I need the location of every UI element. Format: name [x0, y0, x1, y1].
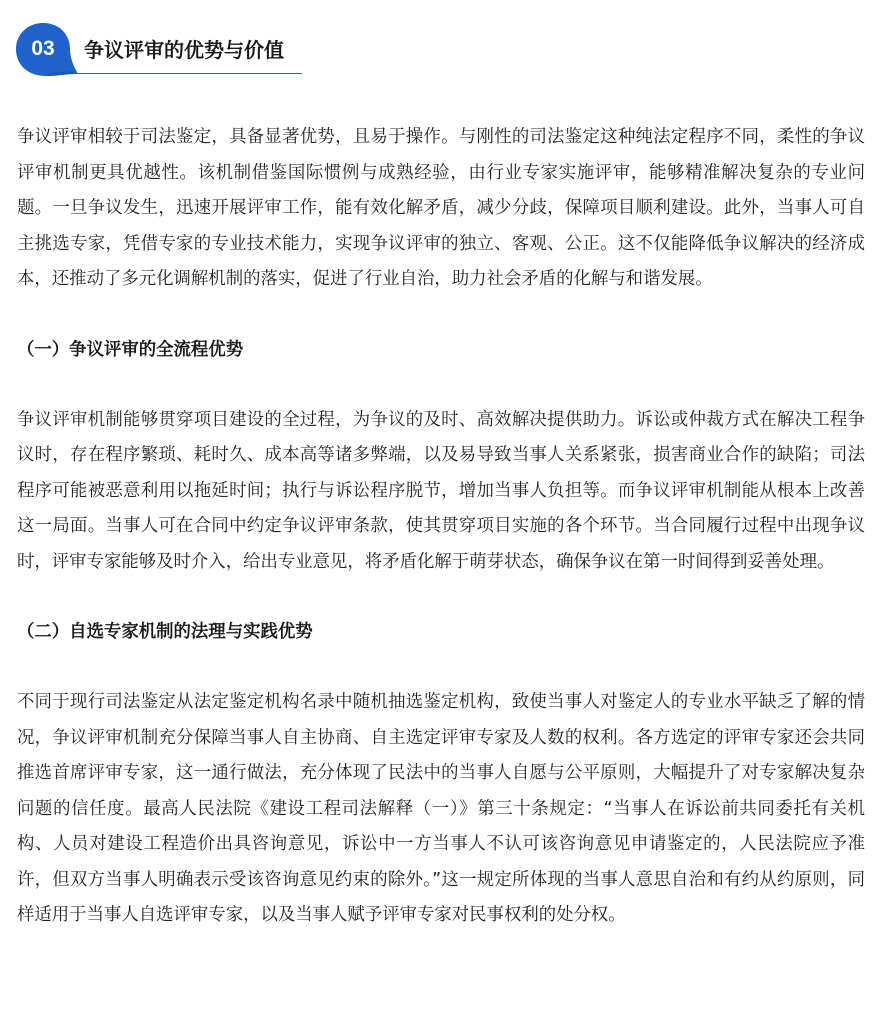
subsection-heading-2: （二）自选专家机制的法理与实践优势 [17, 622, 313, 642]
title-underline [72, 73, 302, 74]
article-body [17, 120, 865, 934]
section-number-badge [16, 22, 78, 76]
subsection-2-paragraph: 不同于现行司法鉴定从法定鉴定机构名录中随机抽选鉴定机构，致使当事人对鉴定人的专业水平缺乏了解的情况，争议评审机制充分保障当事人自主协商、自主选定评审专家及人数的权利。各方选定的评审专家还会共同推选首席评审专家，这一通行做法，充分体现了民法中的当事人自愿与公平原则，大幅提升了对专家解决复杂问题的信任度。最高人民法院《建设工程司法解释（一）》第三十条规定：“当事人在诉讼前共同委托有关机构、人员对建设工程造价出具咨询意见，诉讼中一方当事人不认可该咨询意见申请鉴定的，人民法院应予准许，但双方当事人明确表示受该咨询意见约束的除外。”这一规定所体现的当事人意思自治和有约从约原则，同样适用于当事人自选评审专家，以及当事人赋予评审专家对民事权利的处分权。 [17, 692, 865, 925]
subsection-heading-1: （一）争议评审的全流程优势 [17, 339, 244, 360]
section-number: 03 [31, 37, 55, 60]
section-header [16, 22, 316, 78]
subsection-1-paragraph: 争议评审机制能够贯穿项目建设的全过程，为争议的及时、高效解决提供助力。诉讼或仲裁方式在解决工程争议时，存在程序繁琐、耗时久、成本高等诸多弊端，以及易导致当事人关系紧张，损害商业合作的缺陷；司法程序可能被恶意利用以拖延时间；执行与诉讼程序脱节，增加当事人负担等。而争议评审机制能从根本上改善这一局面。当事人可在合同中约定争议评审条款，使其贯穿项目实施的各个环节。当合同履行过程中出现争议时，评审专家能够及时介入，给出专业意见，将矛盾化解于萌芽状态，确保争议在第一时间得到妥善处理。 [17, 409, 865, 572]
section-title: 争议评审的优势与价值 [84, 38, 284, 62]
intro-paragraph: 争议评审相较于司法鉴定，具备显著优势，且易于操作。与刚性的司法鉴定这种纯法定程序不同，柔性的争议评审机制更具优越性。该机制借鉴国际惯例与成熟经验，由行业专家实施评审，能够精准解决复杂的专业问题。一旦争议发生，迅速开展评审工作，能有效化解矛盾，减少分歧，保障项目顺利建设。此外，当事人可自主挑选专家，凭借专家的专业技术能力，实现争议评审的独立、客观、公正。这不仅能降低争议解决的经济成本，还推动了多元化调解机制的落实，促进了行业自治，助力社会矛盾的化解与和谐发展。 [17, 127, 865, 289]
